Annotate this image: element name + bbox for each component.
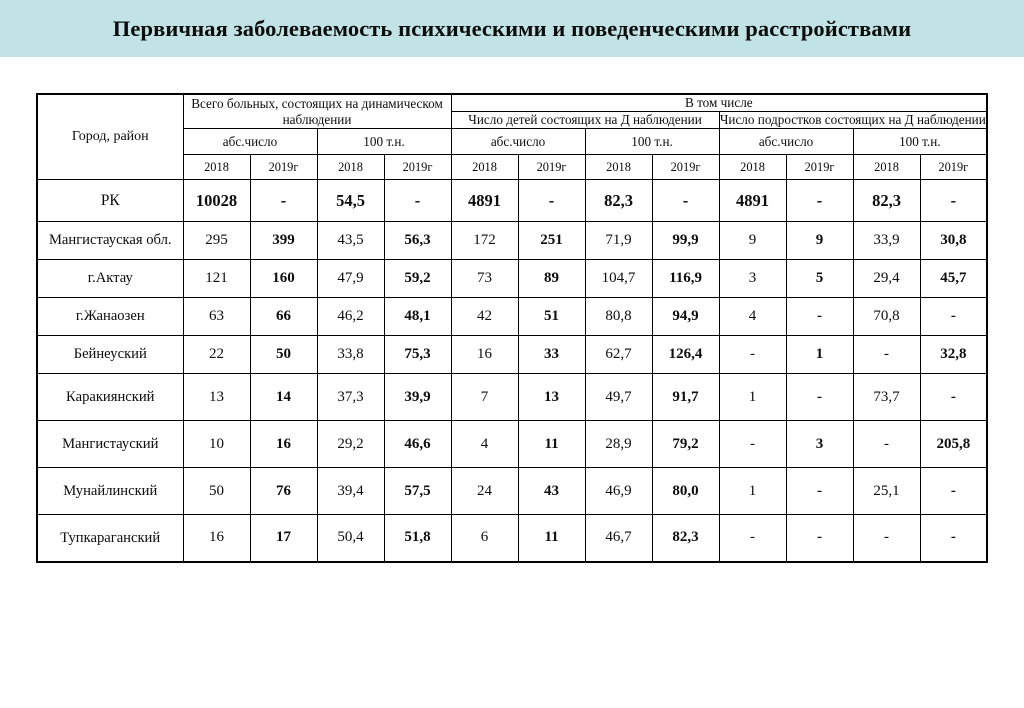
cell-value: 66 xyxy=(250,298,317,336)
header-year-10: 2019г xyxy=(786,155,853,180)
cell-value: - xyxy=(853,421,920,468)
cell-value: 4 xyxy=(451,421,518,468)
header-measure-abs-total: абс.число xyxy=(183,129,317,155)
table-header xyxy=(37,94,987,180)
cell-value: 80,8 xyxy=(585,298,652,336)
cell-value: 6 xyxy=(451,515,518,562)
table-row xyxy=(37,421,987,468)
table-row xyxy=(37,468,987,515)
cell-value: 50 xyxy=(250,336,317,374)
header-group-among: В том числе xyxy=(451,94,987,112)
cell-value: 205,8 xyxy=(920,421,987,468)
row-label: Мунайлинский xyxy=(37,468,183,515)
cell-value: 32,8 xyxy=(920,336,987,374)
cell-value: 17 xyxy=(250,515,317,562)
cell-value: 46,2 xyxy=(317,298,384,336)
cell-value: 13 xyxy=(183,374,250,421)
cell-value: 73,7 xyxy=(853,374,920,421)
cell-value: 28,9 xyxy=(585,421,652,468)
row-label: Мангистауская обл. xyxy=(37,222,183,260)
cell-value: 25,1 xyxy=(853,468,920,515)
cell-value: 7 xyxy=(451,374,518,421)
cell-value: 1 xyxy=(719,468,786,515)
cell-value: 48,1 xyxy=(384,298,451,336)
header-year-2: 2019г xyxy=(250,155,317,180)
cell-value: 56,3 xyxy=(384,222,451,260)
cell-value: 62,7 xyxy=(585,336,652,374)
row-label: РК xyxy=(37,180,183,222)
header-year-11: 2018 xyxy=(853,155,920,180)
table-row xyxy=(37,260,987,298)
cell-value: 24 xyxy=(451,468,518,515)
cell-value: 39,4 xyxy=(317,468,384,515)
page-title: Первичная заболеваемость психическими и поведенческими расстройствами xyxy=(112,15,912,41)
cell-value: 63 xyxy=(183,298,250,336)
header-measure-abs-children: абс.число xyxy=(451,129,585,155)
header-year-3: 2018 xyxy=(317,155,384,180)
cell-value: 251 xyxy=(518,222,585,260)
cell-value: 9 xyxy=(786,222,853,260)
cell-value: 11 xyxy=(518,515,585,562)
header-measure-per100-total: 100 т.н. xyxy=(317,129,451,155)
table-row xyxy=(37,374,987,421)
cell-value: 3 xyxy=(719,260,786,298)
cell-value: 16 xyxy=(451,336,518,374)
cell-value: - xyxy=(518,180,585,222)
row-label: Тупкараганский xyxy=(37,515,183,562)
cell-value: - xyxy=(853,336,920,374)
cell-value: 126,4 xyxy=(652,336,719,374)
header-year-6: 2019г xyxy=(518,155,585,180)
cell-value: 11 xyxy=(518,421,585,468)
cell-value: 94,9 xyxy=(652,298,719,336)
header-measure-abs-teens: абс.число xyxy=(719,129,853,155)
cell-value: 49,7 xyxy=(585,374,652,421)
cell-value: 71,9 xyxy=(585,222,652,260)
table-row xyxy=(37,222,987,260)
cell-value: 79,2 xyxy=(652,421,719,468)
cell-value: 1 xyxy=(719,374,786,421)
cell-value: 89 xyxy=(518,260,585,298)
cell-value: 33 xyxy=(518,336,585,374)
cell-value: 51 xyxy=(518,298,585,336)
cell-value: 82,3 xyxy=(585,180,652,222)
title-banner xyxy=(0,0,1024,57)
cell-value: - xyxy=(719,421,786,468)
cell-value: 14 xyxy=(250,374,317,421)
cell-value: 22 xyxy=(183,336,250,374)
cell-value: 50 xyxy=(183,468,250,515)
cell-value: 1 xyxy=(786,336,853,374)
cell-value: 295 xyxy=(183,222,250,260)
cell-value: 16 xyxy=(183,515,250,562)
header-year-12: 2019г xyxy=(920,155,987,180)
cell-value: 104,7 xyxy=(585,260,652,298)
header-year-8: 2019г xyxy=(652,155,719,180)
cell-value: 73 xyxy=(451,260,518,298)
cell-value: - xyxy=(719,336,786,374)
cell-value: 80,0 xyxy=(652,468,719,515)
cell-value: 33,8 xyxy=(317,336,384,374)
cell-value: 4891 xyxy=(451,180,518,222)
cell-value: - xyxy=(719,515,786,562)
cell-value: - xyxy=(384,180,451,222)
cell-value: - xyxy=(250,180,317,222)
cell-value: 16 xyxy=(250,421,317,468)
table-row xyxy=(37,336,987,374)
header-measure-per100-teens: 100 т.н. xyxy=(853,129,987,155)
table-row xyxy=(37,298,987,336)
cell-value: 160 xyxy=(250,260,317,298)
cell-value: - xyxy=(920,374,987,421)
row-label: г.Актау xyxy=(37,260,183,298)
header-city-district: Город, район xyxy=(37,94,183,180)
cell-value: 399 xyxy=(250,222,317,260)
cell-value: 10028 xyxy=(183,180,250,222)
cell-value: 172 xyxy=(451,222,518,260)
cell-value: 29,2 xyxy=(317,421,384,468)
cell-value: 33,9 xyxy=(853,222,920,260)
cell-value: - xyxy=(786,180,853,222)
cell-value: 37,3 xyxy=(317,374,384,421)
cell-value: 46,7 xyxy=(585,515,652,562)
cell-value: 82,3 xyxy=(652,515,719,562)
cell-value: - xyxy=(920,298,987,336)
header-group-total: Всего больных, состоящих на динамическом наблюдении xyxy=(183,94,451,129)
cell-value: 91,7 xyxy=(652,374,719,421)
cell-value: 121 xyxy=(183,260,250,298)
cell-value: 10 xyxy=(183,421,250,468)
cell-value: - xyxy=(786,298,853,336)
header-year-4: 2019г xyxy=(384,155,451,180)
cell-value: 50,4 xyxy=(317,515,384,562)
cell-value: 70,8 xyxy=(853,298,920,336)
table-row xyxy=(37,180,987,222)
header-year-9: 2018 xyxy=(719,155,786,180)
cell-value: - xyxy=(920,468,987,515)
cell-value: - xyxy=(786,374,853,421)
cell-value: - xyxy=(786,515,853,562)
row-label: Бейнеуский xyxy=(37,336,183,374)
cell-value: 42 xyxy=(451,298,518,336)
cell-value: 29,4 xyxy=(853,260,920,298)
row-label: Каракиянский xyxy=(37,374,183,421)
cell-value: 9 xyxy=(719,222,786,260)
row-label: Мангистауский xyxy=(37,421,183,468)
header-year-1: 2018 xyxy=(183,155,250,180)
cell-value: - xyxy=(853,515,920,562)
cell-value: 75,3 xyxy=(384,336,451,374)
cell-value: 99,9 xyxy=(652,222,719,260)
cell-value: 3 xyxy=(786,421,853,468)
data-table-container xyxy=(36,93,988,563)
cell-value: 57,5 xyxy=(384,468,451,515)
header-row-groups-top xyxy=(37,94,987,112)
cell-value: 59,2 xyxy=(384,260,451,298)
cell-value: 13 xyxy=(518,374,585,421)
cell-value: - xyxy=(652,180,719,222)
cell-value: 4891 xyxy=(719,180,786,222)
header-group-teens: Число подростков состоящих на Д наблюдении xyxy=(719,112,986,128)
cell-value: 45,7 xyxy=(920,260,987,298)
cell-value: 4 xyxy=(719,298,786,336)
cell-value: 43 xyxy=(518,468,585,515)
header-year-5: 2018 xyxy=(451,155,518,180)
cell-value: 82,3 xyxy=(853,180,920,222)
cell-value: 39,9 xyxy=(384,374,451,421)
cell-value: 5 xyxy=(786,260,853,298)
cell-value: 46,6 xyxy=(384,421,451,468)
morbidity-table xyxy=(36,93,988,563)
table-row xyxy=(37,515,987,562)
cell-value: 30,8 xyxy=(920,222,987,260)
cell-value: 51,8 xyxy=(384,515,451,562)
cell-value: 43,5 xyxy=(317,222,384,260)
row-label: г.Жанаозен xyxy=(37,298,183,336)
cell-value: 47,9 xyxy=(317,260,384,298)
cell-value: - xyxy=(920,180,987,222)
header-year-7: 2018 xyxy=(585,155,652,180)
cell-value: 116,9 xyxy=(652,260,719,298)
cell-value: 76 xyxy=(250,468,317,515)
cell-value: 46,9 xyxy=(585,468,652,515)
header-measure-per100-children: 100 т.н. xyxy=(585,129,719,155)
cell-value: 54,5 xyxy=(317,180,384,222)
header-group-children: Число детей состоящих на Д наблюдении xyxy=(451,112,719,129)
cell-value: - xyxy=(920,515,987,562)
cell-value: - xyxy=(786,468,853,515)
table-body xyxy=(37,180,987,562)
